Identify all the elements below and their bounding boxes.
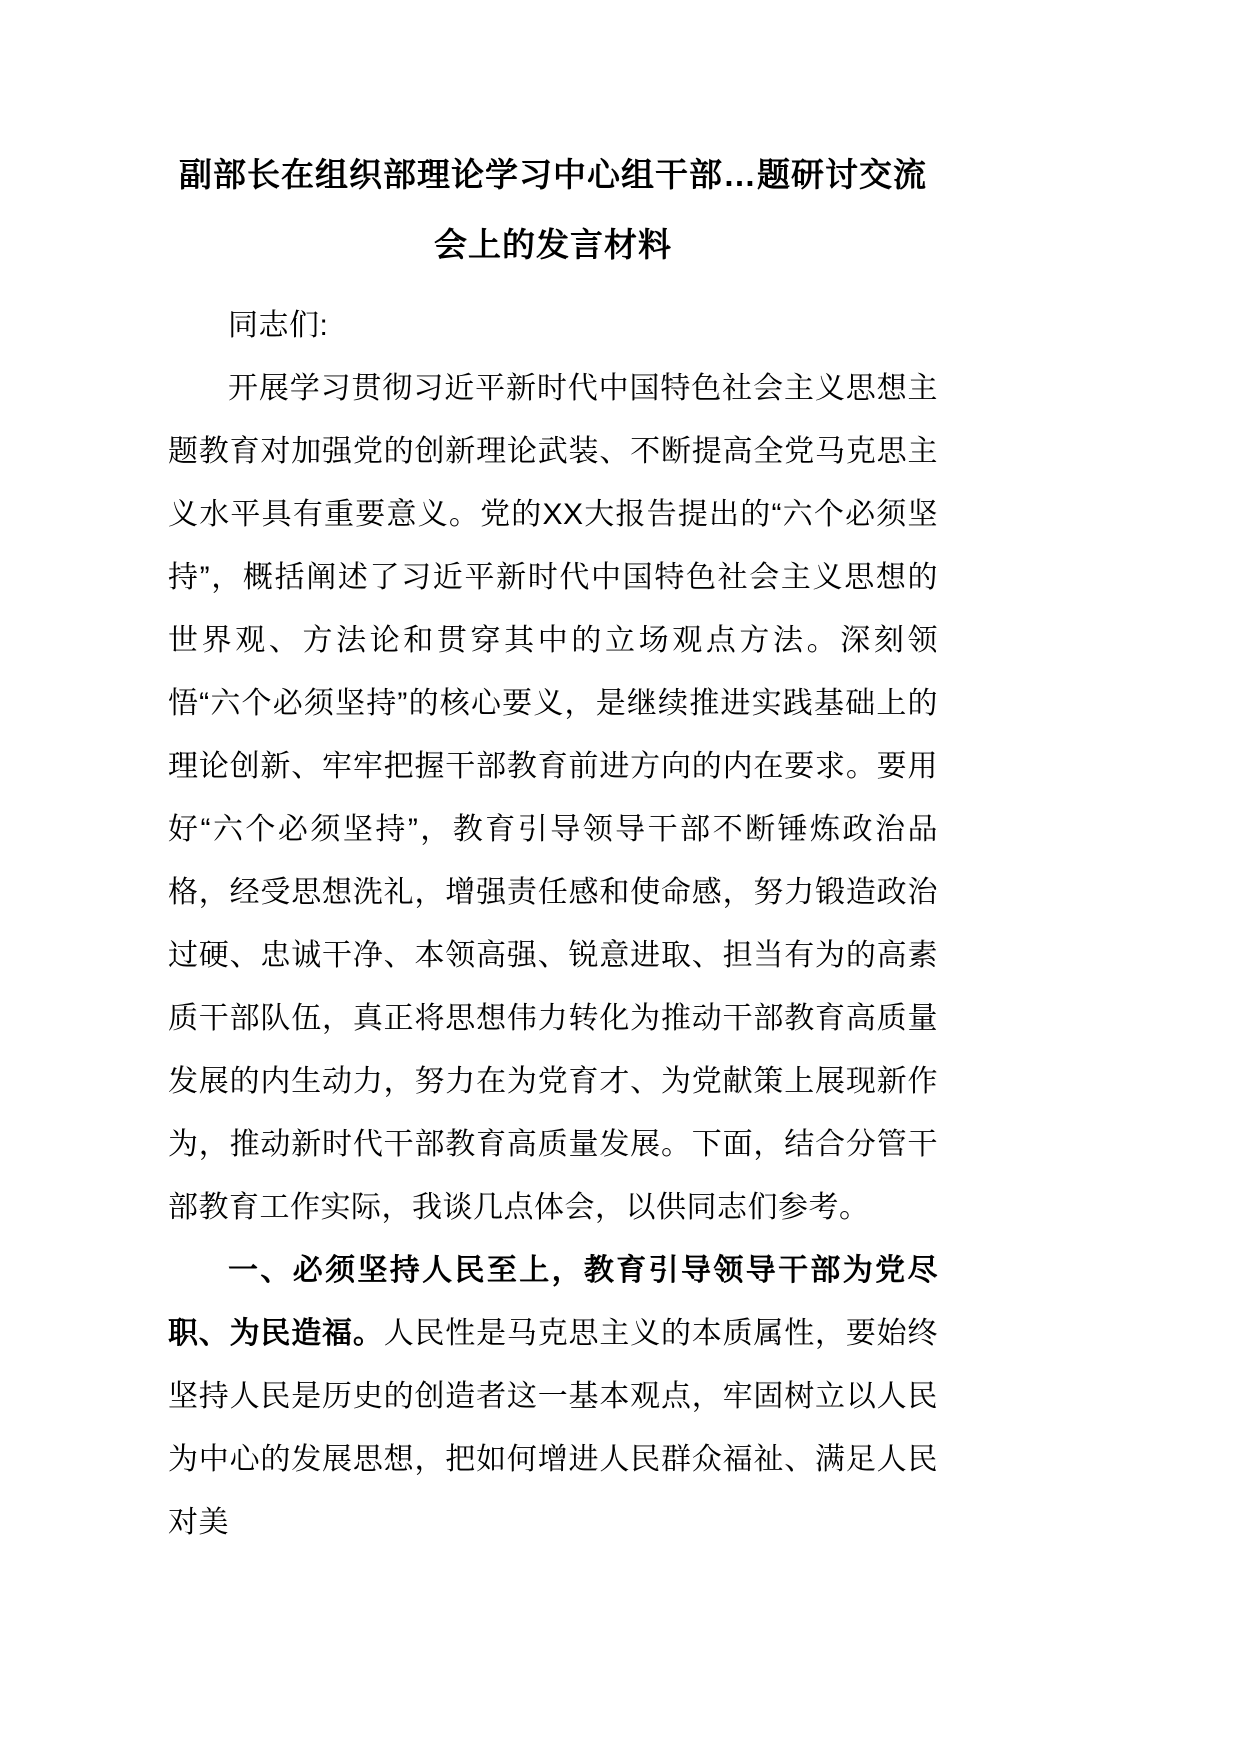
- paragraph-intro: 开展学习贯彻习近平新时代中国特色社会主义思想主题教育对加强党的创新理论武装、不断提高全党马克思主义水平具有重要意义。党的XX大报告提出的“六个必须坚持”，概括阐述了习近平新时代中国特色社会主义思想的世界观、方法论和贯穿其中的立场观点方法。深刻领悟“六个必须坚持”的核心要义，是继续推进实践基础上的理论创新、牢牢把握干部教育前进方向的内在要求。要用好“六个必须坚持”，教育引导领导干部不断锤炼政治品格，经受思想洗礼，增强责任感和使命感，努力锻造政治过硬、忠诚干净、本领高强、锐意进取、担当有为的高素质干部队伍，真正将思想伟力转化为推动干部教育高质量发展的内生动力，努力在为党育才、为党献策上展现新作为，推动新时代干部教育高质量发展。下面，结合分管干部教育工作实际，我谈几点体会，以供同志们参考。: [168, 372, 938, 1224]
- document-title: 副部长在组织部理论学习中心组干部…题研讨交流会上的发言材料: [179, 156, 927, 263]
- salutation: 同志们:: [228, 309, 329, 342]
- paragraph-section-1: [168, 1239, 938, 1554]
- document-content: [168, 140, 938, 1554]
- section-1-heading: 一、必须坚持人民至上，教育引导领导干部为党尽职、为民造福。: [168, 1254, 938, 1350]
- section-1-text: 人民性是马克思主义的本质属性，要始终坚持人民是历史的创造者这一基本观点，牢固树立以人民为中心的发展思想，把如何增进人民群众福祉、满足人民对美: [168, 1317, 938, 1539]
